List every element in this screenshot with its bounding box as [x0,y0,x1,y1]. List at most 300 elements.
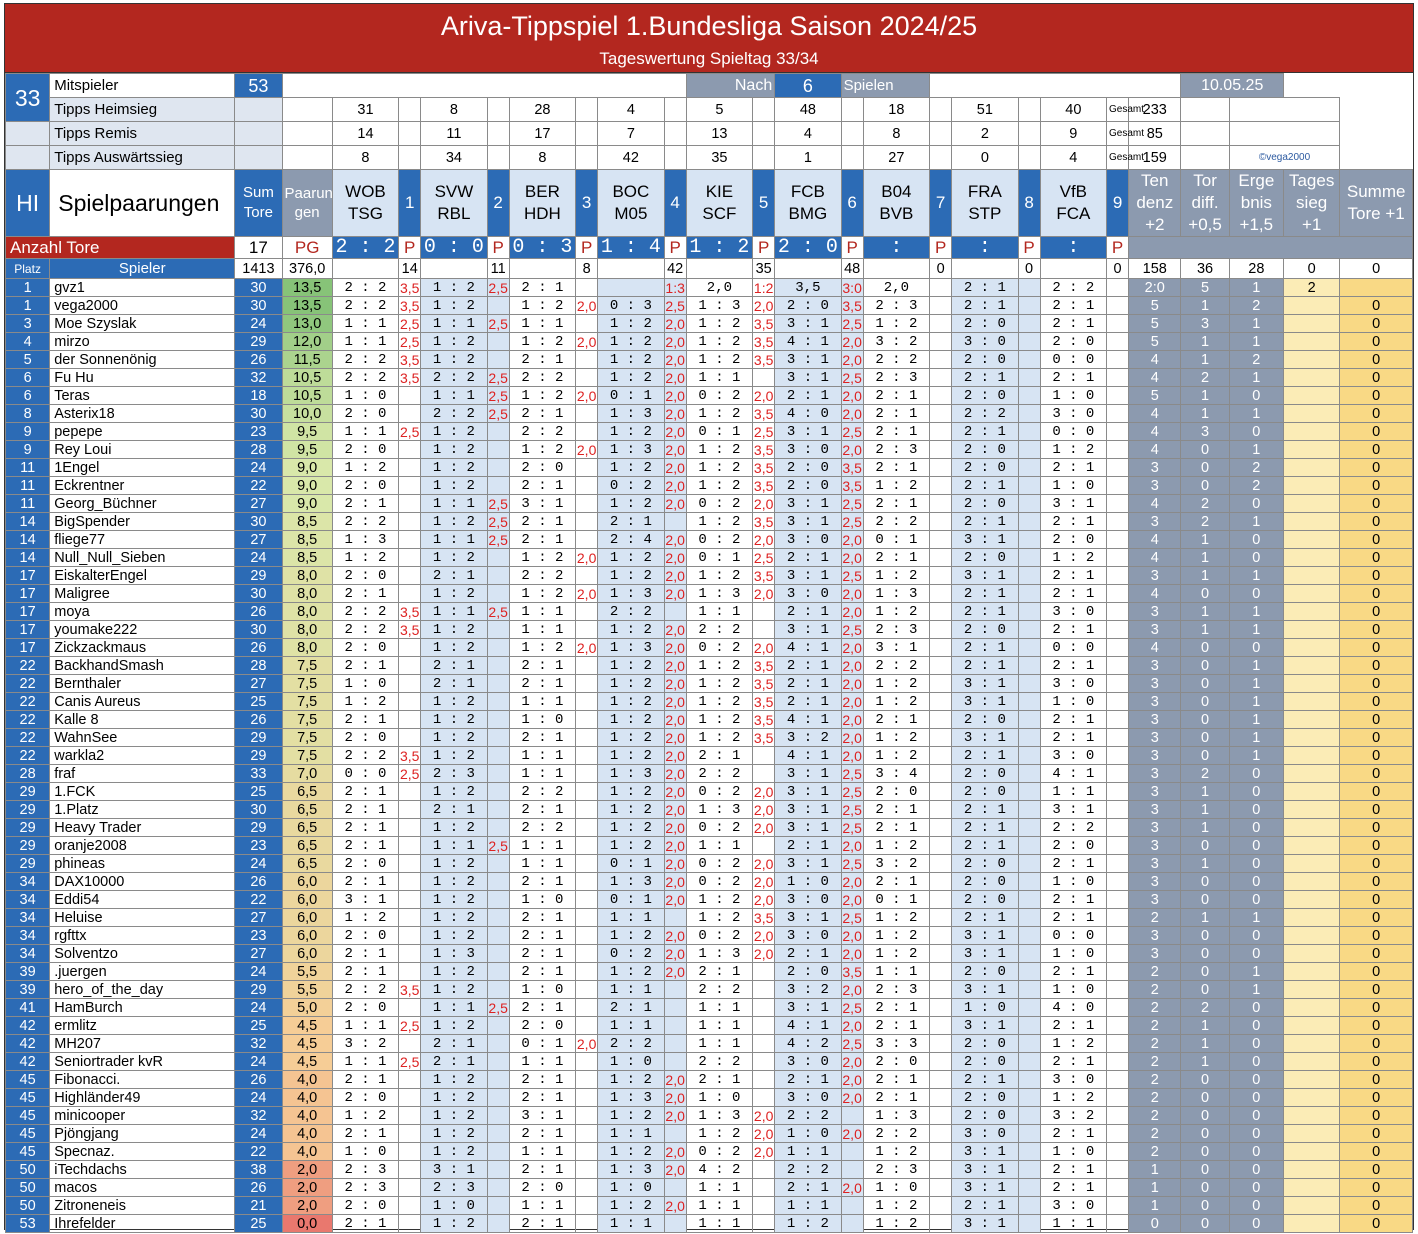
player-name[interactable]: Heluise [50,909,235,927]
tip-cell: 2 : 0 [775,459,841,477]
sumtore-cell: 28 [235,657,282,675]
player-name[interactable]: iTechdachs [50,1161,235,1179]
summe-tore-cell: 0 [1340,1197,1413,1215]
points-cell: 2,0 [753,927,774,944]
points-cell [399,891,421,909]
table-row[interactable] [6,747,1413,765]
tordiff-cell: 1 [1181,1017,1229,1035]
ergebnis-cell: 0 [1229,1215,1283,1233]
player-name[interactable]: youmake222 [50,621,235,639]
tip-cell: 2 : 1 [509,873,575,891]
tip-cell: 2 : 1 [1040,1125,1106,1143]
tordiff-cell: 1 [1181,549,1229,567]
pg-cell: 6,5 [282,837,332,855]
table-row[interactable] [6,1017,1413,1035]
table-row[interactable] [6,1179,1413,1197]
tip-cell: 2 : 1 [775,657,841,675]
platz-cell: 22 [6,747,50,765]
tip-cell: 1 : 1 [686,1197,752,1215]
table-row[interactable] [6,639,1413,657]
match-result: 0 : 3 [509,237,575,259]
ergebnis-cell: 1 [1229,315,1283,333]
player-name[interactable]: EiskalterEngel [50,567,235,585]
match-header: KIE SCF [686,170,752,237]
tip-cell: 2 : 1 [509,909,575,927]
tip-cell: 2 : 0 [332,1089,398,1107]
points-cell [487,621,509,639]
match-header: BER HDH [509,170,575,237]
tip-cell: 3 : 0 [1040,675,1106,693]
points-cell [576,927,598,945]
table-row[interactable] [6,945,1413,963]
player-name[interactable]: minicooper [50,1107,235,1125]
player-name[interactable]: Maligree [50,585,235,603]
tip-cell: 2 : 0 [332,1197,398,1215]
points-cell [664,999,686,1017]
player-name[interactable]: Ihrefelder [50,1215,235,1233]
match-number: 2 [487,170,509,237]
points-cell [399,405,421,423]
tipps-value: 17 [509,122,575,146]
tip-cell: 2 : 2 [509,423,575,441]
table-row[interactable] [6,837,1413,855]
hl-label: HI [6,170,50,237]
table-row[interactable] [6,567,1413,585]
table-row[interactable] [6,657,1413,675]
tip-cell: 3 : 1 [775,423,841,441]
player-name[interactable]: Zickzackmaus [50,639,235,657]
table-row[interactable] [6,297,1413,315]
table-row[interactable] [6,603,1413,621]
pg-cell: 4,5 [282,1035,332,1053]
player-name[interactable]: Fu Hu [50,369,235,387]
player-name[interactable]: Kalle 8 [50,711,235,729]
table-row[interactable] [6,1035,1413,1053]
tagessieg-cell [1283,675,1339,693]
ergebnis-cell: 0 [1229,801,1283,819]
points-cell: 2,0 [842,675,862,692]
player-name[interactable]: Fibonacci. [50,1071,235,1089]
tip-cell: 2 : 2 [775,1161,841,1179]
points-cell: 2,0 [842,603,862,620]
tip-cell: 3 : 1 [952,675,1018,693]
player-name[interactable]: Rey Loui [50,441,235,459]
points-cell [399,495,421,513]
player-name[interactable]: .juergen [50,963,235,981]
tip-cell: 1 : 2 [421,621,487,639]
match-number: 9 [1107,170,1129,237]
tip-cell: 1 : 2 [1040,441,1106,459]
table-row[interactable] [6,1125,1413,1143]
table-row[interactable] [6,495,1413,513]
tip-cell: 1 : 0 [775,873,841,891]
summe-tore-cell: 0 [1340,459,1413,477]
tip-cell: 1 : 2 [686,441,752,459]
player-name[interactable]: der Sonnenönig [50,351,235,369]
player-name[interactable]: rgfttx [50,927,235,945]
tip-cell: 1 : 2 [421,1107,487,1125]
points-cell [399,567,421,585]
player-name[interactable]: BackhandSmash [50,657,235,675]
match-result: : [952,237,1018,259]
player-name[interactable]: Eckrentner [50,477,235,495]
tip-cell: 2 : 0 [509,459,575,477]
table-row[interactable] [6,315,1413,333]
tip-cell: 1 : 2 [598,315,664,333]
table-row[interactable] [6,1053,1413,1071]
points-cell [753,981,775,999]
summary-header: Tor diff. +0,5 [1181,170,1229,237]
player-name[interactable]: DAX10000 [50,873,235,891]
points-cell [753,369,775,387]
table-row[interactable] [6,693,1413,711]
tip-cell: 2 : 1 [509,531,575,549]
table-row[interactable] [6,459,1413,477]
player-name[interactable]: macos [50,1179,235,1197]
player-name[interactable]: Zitroneneis [50,1197,235,1215]
player-name[interactable]: ermlitz [50,1017,235,1035]
player-name[interactable]: 1.FCK [50,783,235,801]
player-name[interactable]: Asterix18 [50,405,235,423]
table-row[interactable] [6,675,1413,693]
table-row[interactable] [6,279,1413,297]
tipps-value: 5 [686,98,752,122]
summary-total: 0 [1340,259,1413,279]
tip-cell: 1 : 3 [863,1107,929,1125]
tip-cell: 1 : 2 [686,459,752,477]
tip-cell: 2 : 0 [952,495,1018,513]
summe-tore-cell: 0 [1340,297,1413,315]
tipps-value: 8 [421,98,487,122]
points-cell: 3,5 [399,981,420,998]
ergebnis-cell: 0 [1229,999,1283,1017]
table-row[interactable] [6,783,1413,801]
table-row[interactable] [6,891,1413,909]
summe-tore-cell: 0 [1340,729,1413,747]
points-cell [487,1161,509,1179]
player-name[interactable]: vega2000 [50,297,235,315]
player-name[interactable]: Null_Null_Sieben [50,549,235,567]
table-row[interactable] [6,1161,1413,1179]
points-cell: 2,5 [665,297,685,314]
tip-cell: 2 : 3 [863,981,929,999]
summe-tore-cell: 0 [1340,837,1413,855]
table-row[interactable] [6,1215,1413,1233]
table-row[interactable] [6,387,1413,405]
points-cell [487,1125,509,1143]
tagessieg-cell [1283,1179,1339,1197]
table-row[interactable] [6,1197,1413,1215]
tordiff-cell: 0 [1181,837,1229,855]
tip-cell: 1 : 2 [421,963,487,981]
tendenz-cell: 4 [1129,369,1181,387]
player-name[interactable]: Canis Aureus [50,693,235,711]
tip-cell: 2 : 1 [1040,963,1106,981]
sumtore-cell: 26 [235,1179,282,1197]
tip-cell: 1 : 2 [686,693,752,711]
tip-cell: 1 : 2 [686,351,752,369]
pg-cell: 8,5 [282,513,332,531]
tip-cell: 2 : 1 [952,639,1018,657]
tip-cell: 0 : 1 [686,549,752,567]
tip-cell: 2 : 1 [332,945,398,963]
summe-tore-cell: 0 [1340,567,1413,585]
player-name[interactable]: MH207 [50,1035,235,1053]
tip-cell: 2 : 0 [952,711,1018,729]
table-row[interactable] [6,441,1413,459]
match-header: FRA STP [952,170,1018,237]
sumtore-cell: 26 [235,603,282,621]
tip-cell: 2 : 0 [952,783,1018,801]
spielen-label: Spielen [841,74,929,98]
points-cell [753,747,775,765]
tordiff-cell: 1 [1181,1035,1229,1053]
points-cell: 2,0 [665,351,685,368]
summe-tore-cell [1340,279,1413,297]
tip-cell: 2 : 1 [775,675,841,693]
table-row[interactable] [6,819,1413,837]
player-name[interactable]: HamBurch [50,999,235,1017]
tip-cell: 1 : 2 [598,1143,664,1161]
tip-cell: 2 : 0 [952,765,1018,783]
tip-cell: 3 : 1 [775,801,841,819]
points-cell [399,549,421,567]
tip-cell: 2 : 1 [1040,1053,1106,1071]
tagessieg-cell [1283,603,1339,621]
table-row[interactable] [6,477,1413,495]
player-name[interactable]: BigSpender [50,513,235,531]
table-row[interactable] [6,621,1413,639]
tip-cell: 1 : 0 [332,387,398,405]
player-name[interactable]: Highländer49 [50,1089,235,1107]
player-name[interactable]: Moe Szyslak [50,315,235,333]
player-name[interactable]: Heavy Trader [50,819,235,837]
tipps-value: 11 [421,122,487,146]
tip-cell: 1 : 2 [421,1143,487,1161]
tip-cell: 3 : 2 [863,855,929,873]
points-cell: 2,0 [665,333,685,350]
table-row[interactable] [6,981,1413,999]
tip-cell: 2 : 1 [1040,513,1106,531]
table-row[interactable] [6,369,1413,387]
table-row[interactable] [6,351,1413,369]
pg-cell: 6,5 [282,783,332,801]
table-row[interactable] [6,1107,1413,1125]
summe-tore-cell: 0 [1340,351,1413,369]
points-cell: 3,5 [753,513,774,530]
tip-cell: 0 : 2 [686,783,752,801]
pg-cell: 6,0 [282,891,332,909]
table-row[interactable] [6,585,1413,603]
tip-cell: 2 : 1 [421,567,487,585]
tip-cell: 1 : 2 [421,477,487,495]
table-row[interactable] [6,549,1413,567]
player-name[interactable]: Eddi54 [50,891,235,909]
table-row[interactable] [6,405,1413,423]
summe-tore-cell: 0 [1340,765,1413,783]
table-row[interactable] [6,963,1413,981]
tip-cell: 2 : 1 [332,1215,398,1233]
pg-label: PG [282,237,332,259]
tendenz-cell: 3 [1129,765,1181,783]
player-name[interactable]: 1Engel [50,459,235,477]
tip-cell: 2 : 1 [952,585,1018,603]
player-name[interactable]: pepepe [50,423,235,441]
tip-cell: 1 : 0 [775,1125,841,1143]
player-name[interactable]: Georg_Büchner [50,495,235,513]
tordiff-cell: 0 [1181,657,1229,675]
table-row[interactable] [6,801,1413,819]
table-row[interactable] [6,1071,1413,1089]
player-name[interactable]: hero_of_the_day [50,981,235,999]
points-cell: 2,0 [842,981,862,998]
player-name[interactable]: Bernthaler [50,675,235,693]
tordiff-cell: 1 [1181,351,1229,369]
tip-cell: 2 : 1 [952,297,1018,315]
tip-cell: 0 : 2 [686,531,752,549]
table-row[interactable] [6,909,1413,927]
platz-cell: 50 [6,1197,50,1215]
table-row[interactable] [6,927,1413,945]
tagessieg-cell [1283,1125,1339,1143]
player-name[interactable]: fliege77 [50,531,235,549]
match-points: 35 [753,259,775,279]
tip-cell: 3 : 1 [775,855,841,873]
tagessieg-cell [1283,657,1339,675]
tagessieg-cell [1283,459,1339,477]
pg-cell: 13,0 [282,315,332,333]
tip-cell: 0 : 0 [1040,423,1106,441]
summe-tore-cell: 0 [1340,549,1413,567]
tip-cell: 1 : 2 [598,549,664,567]
summe-tore-cell: 0 [1340,585,1413,603]
player-name[interactable]: phineas [50,855,235,873]
table-row[interactable] [6,531,1413,549]
points-cell [664,1017,686,1035]
tendenz-cell: 2 [1129,1035,1181,1053]
tip-cell: 1 : 2 [686,567,752,585]
pg-cell: 11,5 [282,351,332,369]
platz-cell: 29 [6,783,50,801]
tip-cell: 2 : 2 [509,567,575,585]
tip-cell: 2 : 1 [1040,891,1106,909]
tipps-value: 40 [1040,98,1106,122]
match-header: FCB BMG [775,170,841,237]
points-cell [487,657,509,675]
player-name[interactable]: WahnSee [50,729,235,747]
tordiff-cell: 2 [1181,513,1229,531]
ergebnis-cell: 1 [1229,981,1283,999]
points-cell: 3,5 [753,351,774,368]
player-name[interactable]: Specnaz. [50,1143,235,1161]
points-cell: 2,0 [842,1179,862,1196]
player-name[interactable]: mirzo [50,333,235,351]
tip-cell: 1 : 1 [332,333,398,351]
p-label: P [664,237,686,259]
player-name[interactable]: gvz1 [50,279,235,297]
pg-cell: 12,0 [282,333,332,351]
platz-cell: 34 [6,945,50,963]
player-name[interactable]: warkla2 [50,747,235,765]
table-row[interactable] [6,873,1413,891]
table-row[interactable] [6,333,1413,351]
player-name[interactable]: 1.Platz [50,801,235,819]
ergebnis-cell: 0 [1229,1017,1283,1035]
tip-cell: 1 : 2 [863,1215,929,1233]
table-row[interactable] [6,729,1413,747]
points-cell [576,1017,598,1035]
player-name[interactable]: Solventzo [50,945,235,963]
summe-tore-cell: 0 [1340,981,1413,999]
sumtore-cell: 29 [235,729,282,747]
match-points: 0 [1018,259,1040,279]
spielpaarungen-label: Spielpaarungen [50,170,235,237]
tip-cell: 2 : 0 [332,999,398,1017]
table-row[interactable] [6,711,1413,729]
tip-cell: 3 : 0 [1040,405,1106,423]
player-name[interactable]: Pjöngjang [50,1125,235,1143]
table-row[interactable] [6,513,1413,531]
points-cell: 2,0 [665,1197,685,1214]
tip-cell: 2 : 1 [863,819,929,837]
table-row[interactable] [6,1089,1413,1107]
summe-tore-cell: 0 [1340,423,1413,441]
tip-cell: 1 : 2 [598,693,664,711]
tagessieg-cell [1283,819,1339,837]
points-cell: 2,0 [842,1071,862,1088]
tip-cell: 2 : 2 [332,621,398,639]
points-cell: 2,0 [665,387,685,404]
tagessieg-cell [1283,855,1339,873]
player-name[interactable]: Teras [50,387,235,405]
points-cell: 2,0 [576,297,597,314]
pg-cell: 9,5 [282,423,332,441]
points-cell [399,1179,421,1197]
tip-cell: 1 : 2 [421,981,487,999]
tip-cell: 1 : 1 [1040,1215,1106,1233]
table-row[interactable] [6,1143,1413,1161]
tendenz-cell: 3 [1129,693,1181,711]
platz-cell: 3 [6,315,50,333]
tipps-value: 9 [1040,122,1106,146]
player-name[interactable]: oranje2008 [50,837,235,855]
table-row[interactable] [6,855,1413,873]
tagessieg-cell [1283,747,1339,765]
points-cell [399,387,421,405]
platz-cell: 11 [6,495,50,513]
table-row[interactable] [6,999,1413,1017]
match-header: SVW RBL [421,170,487,237]
tip-cell: 3 : 1 [952,1017,1018,1035]
tendenz-cell: 3 [1129,621,1181,639]
sumtore-cell: 27 [235,945,282,963]
points-cell [576,765,598,783]
player-name[interactable]: moya [50,603,235,621]
mitspieler-label: Mitspieler [50,74,235,98]
tip-cell: 3 : 0 [1040,1071,1106,1089]
platz-cell: 11 [6,477,50,495]
player-name[interactable]: Seniortrader kvR [50,1053,235,1071]
points-cell: 2,0 [842,729,862,746]
tordiff-cell: 0 [1181,729,1229,747]
tip-cell: 1 : 2 [421,927,487,945]
points-cell [576,819,598,837]
points-cell [576,909,598,927]
table-row[interactable] [6,765,1413,783]
player-name[interactable]: fraf [50,765,235,783]
table-row[interactable] [6,423,1413,441]
tip-cell: 1 : 2 [421,1215,487,1233]
